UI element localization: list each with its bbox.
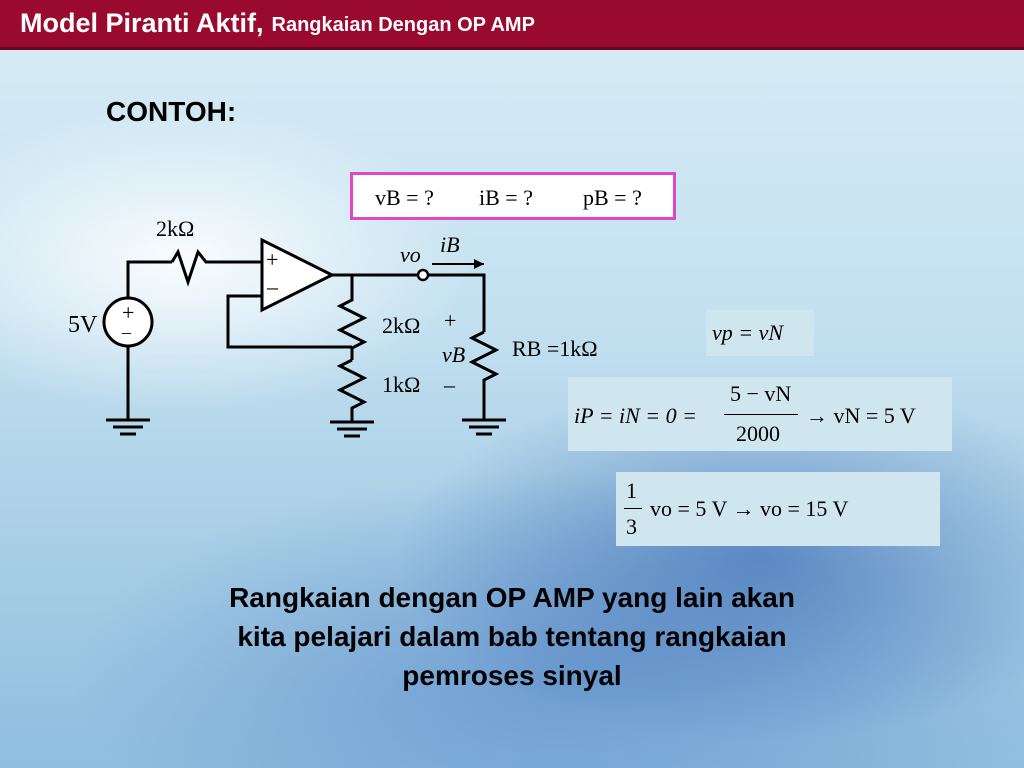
vb-minus: – [444,372,455,397]
opamp-plus: + [266,247,279,272]
closing-note: Rangkaian dengan OP AMP yang lain akan kita pelajari dalam bab tentang rangkaian pemroses sinyal [229,582,795,691]
source-minus: – [122,322,131,342]
output-terminal [418,270,428,280]
example-heading: CONTOH: [106,96,237,127]
load-resistor-label: RB =1kΩ [512,336,598,361]
fraction-bar [624,508,642,509]
vb-plus: + [444,308,457,333]
fraction-bar [724,414,798,415]
ground-resistor-label: 1kΩ [382,372,421,397]
equation-3: 1 3 vo = 5 V → vo = 15 V [616,472,940,546]
ib-label: iB [440,232,460,257]
slide-title: Model Piranti Aktif, [20,8,264,38]
equation-1: vp = vN [706,310,814,356]
source-plus: + [122,300,135,325]
question-ib: iB = ? [479,185,533,210]
feedback-resistor-label: 2kΩ [382,313,421,338]
vo-label: vo [400,242,421,267]
question-vb: vB = ? [375,185,434,210]
slide-subtitle: Rangkaian Dengan OP AMP [271,14,535,36]
question-pb: pB = ? [583,185,642,210]
vb-label: vB [442,342,466,367]
source-label: 5V [68,312,98,338]
input-resistor-label: 2kΩ [156,216,195,241]
equation-2: iP = iN = 0 = 5 − vN 2000 → vN = 5 V [568,377,952,451]
opamp-minus: – [267,274,278,299]
